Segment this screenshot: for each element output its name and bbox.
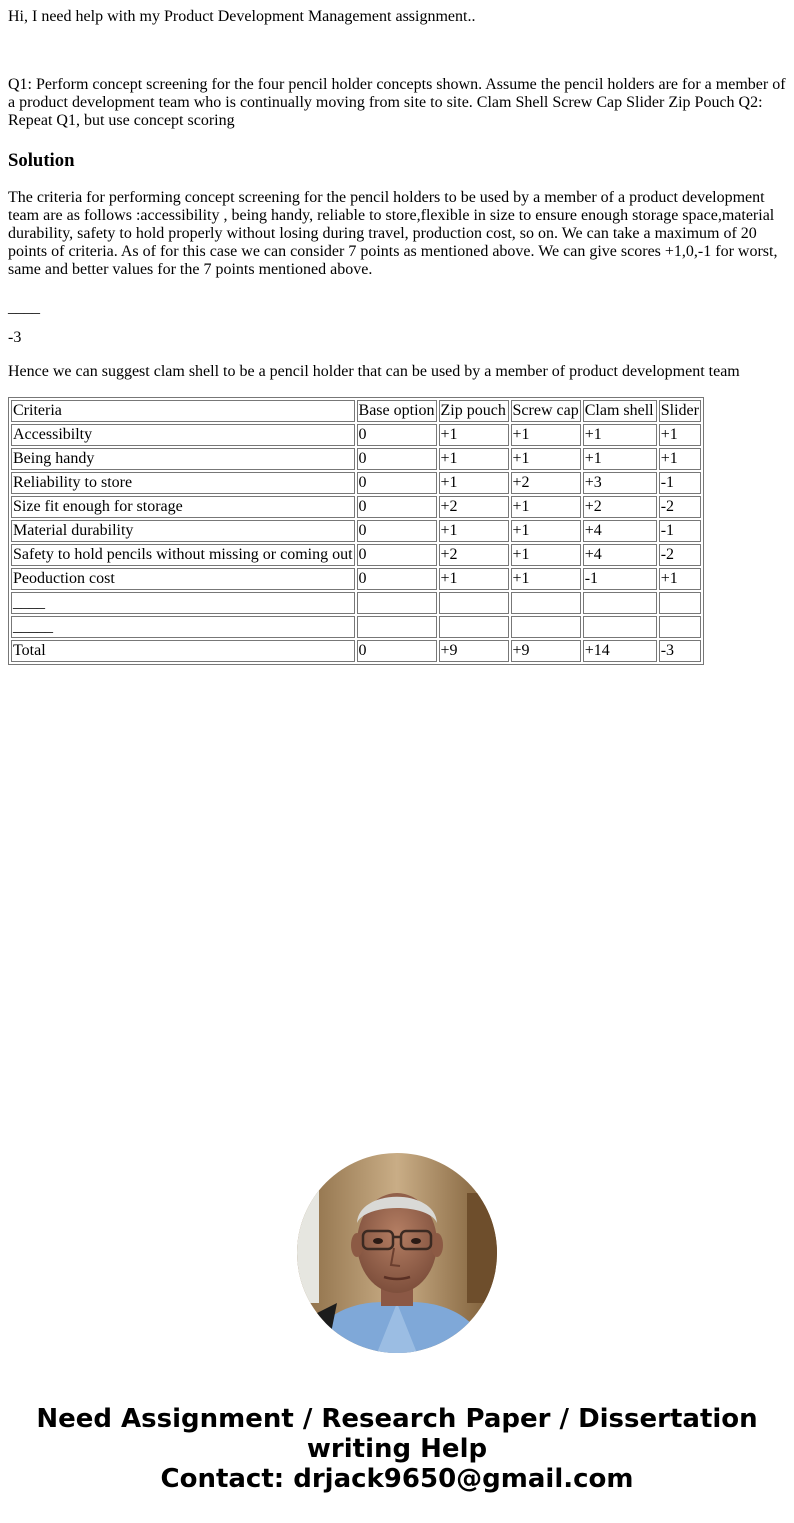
score-cell: +14 <box>583 640 657 662</box>
score-cell: -2 <box>659 496 701 518</box>
score-cell: +1 <box>583 424 657 446</box>
score-cell: +2 <box>583 496 657 518</box>
score-cell <box>511 616 581 638</box>
score-cell: 0 <box>357 568 437 590</box>
score-cell: +1 <box>659 448 701 470</box>
table-row <box>11 568 701 590</box>
table-row <box>11 520 701 542</box>
score-cell: -2 <box>659 544 701 566</box>
score-cell: +2 <box>511 472 581 494</box>
table-row <box>11 544 701 566</box>
score-cell: +4 <box>583 544 657 566</box>
score-cell: +1 <box>439 472 509 494</box>
intro-text: Hi, I need help with my Product Development Management assignment.. <box>8 8 476 25</box>
solution-heading: Solution <box>8 150 75 171</box>
score-cell: 0 <box>357 640 437 662</box>
criteria-cell: Safety to hold pencils without missing or coming out <box>11 544 355 566</box>
header-cell: Base option <box>357 400 437 422</box>
header-cell: Slider <box>659 400 701 422</box>
header-cell: Zip pouch <box>439 400 509 422</box>
score-cell: -1 <box>659 520 701 542</box>
score-cell <box>357 616 437 638</box>
criteria-cell: Total <box>11 640 355 662</box>
score-cell: +1 <box>511 424 581 446</box>
author-avatar <box>297 1153 497 1353</box>
score-text: -3 <box>8 329 22 346</box>
score-cell: +1 <box>583 448 657 470</box>
header-cell: Criteria <box>11 400 355 422</box>
criteria-cell: Reliability to store <box>11 472 355 494</box>
score-cell: +1 <box>511 448 581 470</box>
score-cell: +3 <box>583 472 657 494</box>
score-cell <box>659 592 701 614</box>
criteria-cell: _____ <box>11 616 355 638</box>
promo-line-2: writing Help <box>306 1434 488 1464</box>
promo-line-1: Need Assignment / Research Paper / Dissertation <box>36 1404 758 1434</box>
score-cell: +9 <box>439 640 509 662</box>
score-cell <box>357 592 437 614</box>
table-row <box>11 472 701 494</box>
table-row <box>11 616 701 638</box>
score-cell <box>511 592 581 614</box>
solution-text: The criteria for performing concept screening for the pencil holders to be used by a member of a product development team are as follows :accessibility , being handy, reliable to store,flexible in size to ensure enough storage space,material durability, safety to hold properly without losing during travel, production cost, so on. We can take a maximum of 20 points of criteria. As of for this case we can consider 7 points as mentioned above. We can give scores +1,0,-1 for worst, same and better values for the 7 points mentioned above. <box>8 189 778 278</box>
score-cell: +1 <box>659 424 701 446</box>
score-cell: 0 <box>357 496 437 518</box>
table-header-row <box>11 400 701 422</box>
score-cell: 0 <box>357 424 437 446</box>
score-cell: +1 <box>511 520 581 542</box>
score-cell: +1 <box>439 520 509 542</box>
question-text: Q1: Perform concept screening for the four pencil holder concepts shown. Assume the pencil holders are for a member of a product development team who is continually moving from site to site. Clam Shell Screw Cap Slider Zip Pouch Q2: Repeat Q1, but use concept scoring <box>8 76 786 129</box>
score-cell: +1 <box>439 424 509 446</box>
score-cell: -1 <box>659 472 701 494</box>
score-cell <box>439 616 509 638</box>
criteria-cell: Material durability <box>11 520 355 542</box>
score-cell: +1 <box>511 568 581 590</box>
table-row <box>11 592 701 614</box>
concept-scoring-table <box>8 397 704 665</box>
criteria-cell: ____ <box>11 592 355 614</box>
score-cell: 0 <box>357 544 437 566</box>
score-cell: +9 <box>511 640 581 662</box>
score-cell: 0 <box>357 520 437 542</box>
header-cell: Screw cap <box>511 400 581 422</box>
score-cell <box>583 592 657 614</box>
score-cell <box>583 616 657 638</box>
score-cell: +1 <box>439 448 509 470</box>
score-cell: +1 <box>439 568 509 590</box>
score-cell: +1 <box>511 496 581 518</box>
table-row <box>11 496 701 518</box>
score-cell <box>439 592 509 614</box>
score-cell: +1 <box>659 568 701 590</box>
criteria-cell: Accessibilty <box>11 424 355 446</box>
score-cell: +2 <box>439 544 509 566</box>
score-cell: -1 <box>583 568 657 590</box>
score-cell: -3 <box>659 640 701 662</box>
score-cell: +2 <box>439 496 509 518</box>
score-cell: +4 <box>583 520 657 542</box>
criteria-cell: Being handy <box>11 448 355 470</box>
table-row <box>11 448 701 470</box>
conclusion-text: Hence we can suggest clam shell to be a pencil holder that can be used by a member of product development team <box>8 363 740 380</box>
score-cell <box>659 616 701 638</box>
score-cell: +1 <box>511 544 581 566</box>
promo-banner <box>0 1404 794 1494</box>
criteria-cell: Peoduction cost <box>11 568 355 590</box>
score-cell: 0 <box>357 472 437 494</box>
promo-contact: Contact: drjack9650@gmail.com <box>160 1464 634 1494</box>
criteria-cell: Size fit enough for storage <box>11 496 355 518</box>
table-row <box>11 424 701 446</box>
underscore-line: ____ <box>8 299 40 316</box>
header-cell: Clam shell <box>583 400 657 422</box>
person-photo-icon <box>297 1153 497 1353</box>
table-row <box>11 640 701 662</box>
score-cell: 0 <box>357 448 437 470</box>
